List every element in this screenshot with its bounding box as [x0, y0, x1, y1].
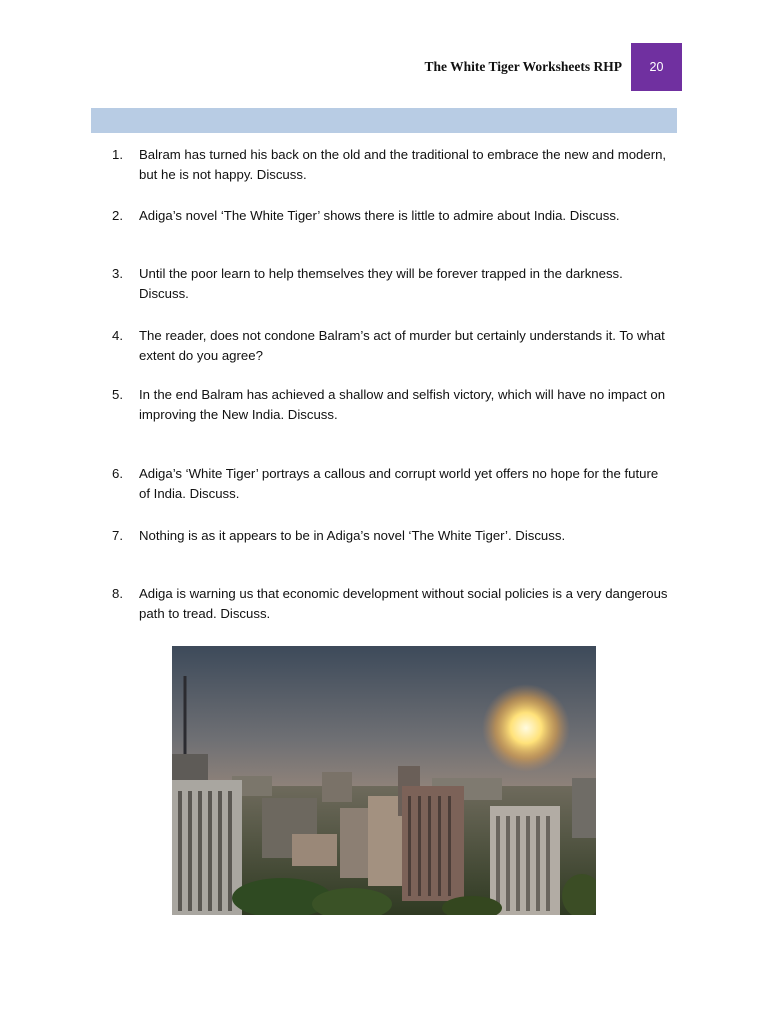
question-number: 8.: [112, 586, 123, 601]
question-text: In the end Balram has achieved a shallow and selfish victory, which will have no impact on improving the New India. Discuss.: [139, 387, 666, 422]
question-number: 1.: [112, 147, 123, 162]
question-number: 2.: [112, 208, 123, 223]
question-item: [112, 326, 672, 366]
question-item: [112, 145, 672, 185]
question-text: Adiga is warning us that economic development without social policies is a very dangerous path to tread. Discuss.: [139, 586, 668, 621]
question-text: Balram has turned his back on the old and the traditional to embrace the new and modern, but he is not happy. Discuss.: [139, 147, 667, 182]
question-number: 6.: [112, 466, 123, 481]
question-number: 7.: [112, 528, 123, 543]
city-skyline-photo: [172, 646, 596, 915]
question-item: [112, 526, 672, 546]
page-number-badge: [631, 43, 682, 91]
question-item: [112, 385, 672, 425]
question-item: [112, 206, 672, 226]
question-number: 4.: [112, 328, 123, 343]
section-band: [91, 108, 677, 133]
question-text: The reader, does not condone Balram’s act of murder but certainly understands it. To what extent do you agree?: [139, 328, 665, 363]
question-item: [112, 264, 672, 304]
question-text: Until the poor learn to help themselves they will be forever trapped in the darkness. Discuss.: [139, 266, 623, 301]
page-number: 20: [649, 60, 664, 74]
question-text: Adiga’s ‘White Tiger’ portrays a callous and corrupt world yet offers no hope for the future of India. Discuss.: [139, 466, 659, 501]
question-number: 5.: [112, 387, 123, 402]
question-text: Nothing is as it appears to be in Adiga’s novel ‘The White Tiger’. Discuss.: [139, 528, 566, 543]
worksheet-title: The White Tiger Worksheets RHP: [424, 59, 622, 74]
question-item: [112, 464, 672, 504]
question-item: [112, 584, 672, 624]
question-text: Adiga’s novel ‘The White Tiger’ shows there is little to admire about India. Discuss.: [139, 208, 620, 223]
question-number: 3.: [112, 266, 123, 281]
